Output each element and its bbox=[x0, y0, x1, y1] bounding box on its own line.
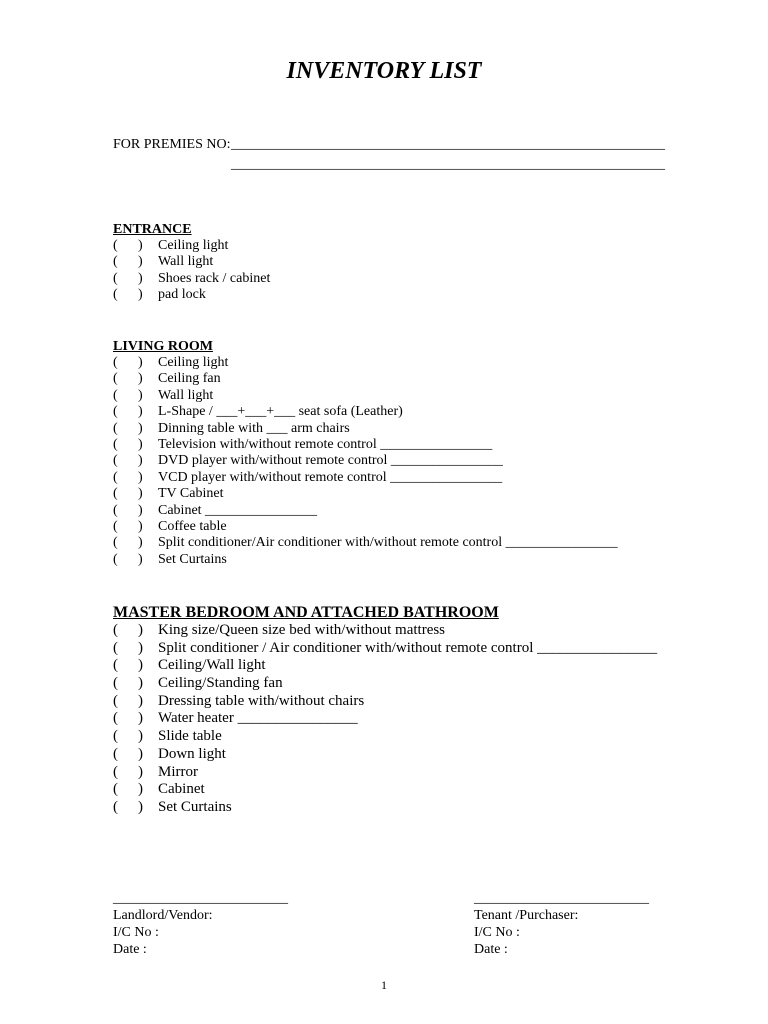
premises-line-1[interactable]: ______________________________________________________________ bbox=[231, 137, 665, 152]
checklist-item-label: VCD player with/without remote control ________________ bbox=[158, 469, 503, 485]
checkbox-close-paren: ) bbox=[138, 710, 143, 727]
checklist-item-label: Ceiling/Wall light bbox=[158, 657, 266, 674]
checkbox-close-paren: ) bbox=[138, 657, 143, 674]
entrance-heading: ENTRANCE bbox=[113, 222, 192, 237]
checklist-item-label: Set Curtains bbox=[158, 798, 232, 815]
checklist-item-label: L-Shape / ___+___+___ seat sofa (Leather) bbox=[158, 404, 403, 420]
checklist-item[interactable] bbox=[113, 657, 499, 675]
checkbox-open-paren: ( bbox=[113, 781, 118, 798]
checklist-item[interactable] bbox=[113, 535, 618, 551]
checklist-item-label: DVD player with/without remote control ________________ bbox=[158, 453, 503, 469]
landlord-signature-block bbox=[113, 890, 288, 958]
checklist-item[interactable] bbox=[113, 518, 227, 535]
checklist-item[interactable] bbox=[113, 746, 499, 764]
tenant-ic-label: I/C No : bbox=[474, 925, 520, 940]
checklist-item[interactable] bbox=[113, 781, 499, 799]
checkbox-open-paren: ( bbox=[113, 675, 118, 692]
checklist-item[interactable] bbox=[113, 502, 318, 519]
checkbox-open-paren: ( bbox=[113, 254, 118, 270]
checkbox-open-paren: ( bbox=[113, 728, 118, 745]
checkbox-open-paren: ( bbox=[113, 436, 118, 452]
checklist-item-label: King size/Queen size bed with/without mattress bbox=[158, 622, 446, 638]
checkbox-close-paren: ) bbox=[138, 639, 143, 656]
checkbox-close-paren: ) bbox=[138, 355, 143, 370]
checklist-item[interactable] bbox=[113, 764, 499, 782]
landlord-ic-label: I/C No : bbox=[113, 925, 159, 940]
checkbox-close-paren: ) bbox=[138, 781, 143, 798]
checklist-item-label: Slide table bbox=[158, 728, 222, 745]
checkbox-close-paren: ) bbox=[138, 622, 143, 638]
landlord-role-label: Landlord/Vendor: bbox=[113, 908, 213, 923]
checkbox-open-paren: ( bbox=[113, 387, 118, 403]
checklist-item-label: Set Curtains bbox=[158, 551, 227, 567]
checkbox-close-paren: ) bbox=[138, 518, 143, 534]
checkbox-open-paren: ( bbox=[113, 551, 118, 567]
checklist-item-label: Wall light bbox=[158, 254, 214, 270]
checklist-item-label: Ceiling light bbox=[158, 238, 229, 253]
tenant-signature-block bbox=[474, 890, 649, 958]
checklist-item-label: Cabinet ________________ bbox=[158, 502, 318, 518]
checklist-item-label: Ceiling/Standing fan bbox=[158, 675, 283, 692]
checkbox-open-paren: ( bbox=[113, 469, 118, 485]
premises-label: FOR PREMIES NO: bbox=[113, 137, 231, 152]
checkbox-open-paren: ( bbox=[113, 798, 118, 815]
master-bedroom-section bbox=[113, 603, 658, 817]
checkbox-open-paren: ( bbox=[113, 535, 118, 551]
checkbox-open-paren: ( bbox=[113, 404, 118, 420]
living-room-heading: LIVING ROOM bbox=[113, 339, 213, 354]
checklist-item[interactable] bbox=[113, 675, 499, 693]
checklist-item-label: Ceiling fan bbox=[158, 371, 221, 387]
checklist-item-label: Split conditioner/Air conditioner with/without remote control ________________ bbox=[158, 535, 618, 551]
checkbox-close-paren: ) bbox=[138, 254, 143, 270]
checklist-item[interactable] bbox=[113, 486, 224, 502]
checklist-item[interactable] bbox=[113, 693, 499, 711]
checklist-item-label: Water heater ________________ bbox=[158, 710, 358, 727]
checklist-item[interactable] bbox=[113, 551, 227, 568]
checklist-item-label: Mirror bbox=[158, 763, 198, 780]
checkbox-open-paren: ( bbox=[113, 639, 118, 656]
landlord-signature-line[interactable]: _________________________ bbox=[113, 891, 288, 906]
checkbox-close-paren: ) bbox=[138, 404, 143, 420]
checkbox-close-paren: ) bbox=[138, 486, 143, 502]
checkbox-open-paren: ( bbox=[113, 518, 118, 534]
checklist-item-label: pad lock bbox=[158, 287, 206, 303]
checkbox-close-paren: ) bbox=[138, 420, 143, 436]
living-room-section bbox=[113, 339, 618, 568]
checklist-item[interactable] bbox=[113, 238, 229, 254]
checkbox-close-paren: ) bbox=[138, 453, 143, 469]
master-bedroom-heading: MASTER BEDROOM AND ATTACHED BATHROOM bbox=[113, 604, 499, 621]
document-title: INVENTORY LIST bbox=[286, 58, 482, 84]
checkbox-open-paren: ( bbox=[113, 270, 118, 286]
checklist-item[interactable] bbox=[113, 799, 499, 817]
checkbox-open-paren: ( bbox=[113, 371, 118, 387]
checkbox-close-paren: ) bbox=[138, 238, 143, 253]
checkbox-open-paren: ( bbox=[113, 763, 118, 780]
checklist-item-label: Dressing table with/without chairs bbox=[158, 692, 365, 709]
tenant-date-label: Date : bbox=[474, 942, 508, 957]
checkbox-close-paren: ) bbox=[138, 270, 143, 286]
checkbox-open-paren: ( bbox=[113, 238, 118, 253]
checkbox-close-paren: ) bbox=[138, 675, 143, 692]
checklist-item[interactable] bbox=[113, 622, 499, 640]
page-number: 1 bbox=[381, 978, 387, 992]
checklist-item[interactable] bbox=[113, 287, 206, 303]
checkbox-close-paren: ) bbox=[138, 551, 143, 567]
checklist-item[interactable] bbox=[113, 420, 350, 437]
checkbox-close-paren: ) bbox=[138, 387, 143, 403]
checkbox-open-paren: ( bbox=[113, 710, 118, 727]
checklist-item[interactable] bbox=[113, 270, 271, 287]
checkbox-open-paren: ( bbox=[113, 657, 118, 674]
checkbox-close-paren: ) bbox=[138, 502, 143, 518]
checkbox-close-paren: ) bbox=[138, 371, 143, 387]
tenant-role-label: Tenant /Purchaser: bbox=[474, 908, 579, 923]
checkbox-open-paren: ( bbox=[113, 745, 118, 762]
landlord-date-label: Date : bbox=[113, 942, 147, 957]
checklist-item[interactable] bbox=[113, 371, 221, 387]
checklist-item-label: Down light bbox=[158, 745, 226, 762]
checkbox-open-paren: ( bbox=[113, 355, 118, 370]
tenant-signature-line[interactable]: _________________________ bbox=[474, 891, 649, 906]
checklist-item[interactable] bbox=[113, 710, 499, 728]
premises-line-2[interactable]: ______________________________________________________________ bbox=[231, 157, 665, 172]
checklist-item[interactable] bbox=[113, 404, 403, 420]
checklist-item[interactable] bbox=[113, 639, 658, 658]
checklist-item[interactable] bbox=[113, 436, 493, 453]
checkbox-close-paren: ) bbox=[138, 436, 143, 452]
checklist-item-label: Cabinet bbox=[158, 781, 205, 798]
checklist-item-label: TV Cabinet bbox=[158, 486, 224, 502]
checkbox-open-paren: ( bbox=[113, 287, 118, 303]
checklist-item-label: Wall light bbox=[158, 387, 214, 403]
checkbox-close-paren: ) bbox=[138, 692, 143, 709]
entrance-section bbox=[113, 222, 271, 304]
checklist-item[interactable] bbox=[113, 388, 213, 404]
checklist-item[interactable] bbox=[113, 355, 229, 371]
checklist-item-label: Dinning table with ___ arm chairs bbox=[158, 420, 350, 436]
checklist-item-label: Television with/without remote control ________________ bbox=[158, 436, 493, 452]
checkbox-open-paren: ( bbox=[113, 622, 118, 638]
checkbox-close-paren: ) bbox=[138, 287, 143, 303]
checkbox-close-paren: ) bbox=[138, 798, 143, 815]
checkbox-close-paren: ) bbox=[138, 745, 143, 762]
checklist-item[interactable] bbox=[113, 453, 503, 469]
checklist-item[interactable] bbox=[113, 728, 499, 746]
checkbox-close-paren: ) bbox=[138, 728, 143, 745]
checkbox-close-paren: ) bbox=[138, 535, 143, 551]
checkbox-open-paren: ( bbox=[113, 420, 118, 436]
checklist-item-label: Shoes rack / cabinet bbox=[158, 270, 271, 286]
checkbox-open-paren: ( bbox=[113, 486, 118, 502]
checkbox-close-paren: ) bbox=[138, 469, 143, 485]
checklist-item-label: Coffee table bbox=[158, 518, 227, 534]
checklist-item-label: Ceiling light bbox=[158, 355, 229, 370]
checklist-item-label: Split conditioner / Air conditioner with/without remote control ________________ bbox=[158, 639, 658, 656]
checklist-item[interactable] bbox=[113, 254, 214, 270]
checklist-item[interactable] bbox=[113, 469, 503, 486]
checkbox-open-paren: ( bbox=[113, 692, 118, 709]
checkbox-open-paren: ( bbox=[113, 502, 118, 518]
checkbox-close-paren: ) bbox=[138, 763, 143, 780]
checkbox-open-paren: ( bbox=[113, 453, 118, 469]
